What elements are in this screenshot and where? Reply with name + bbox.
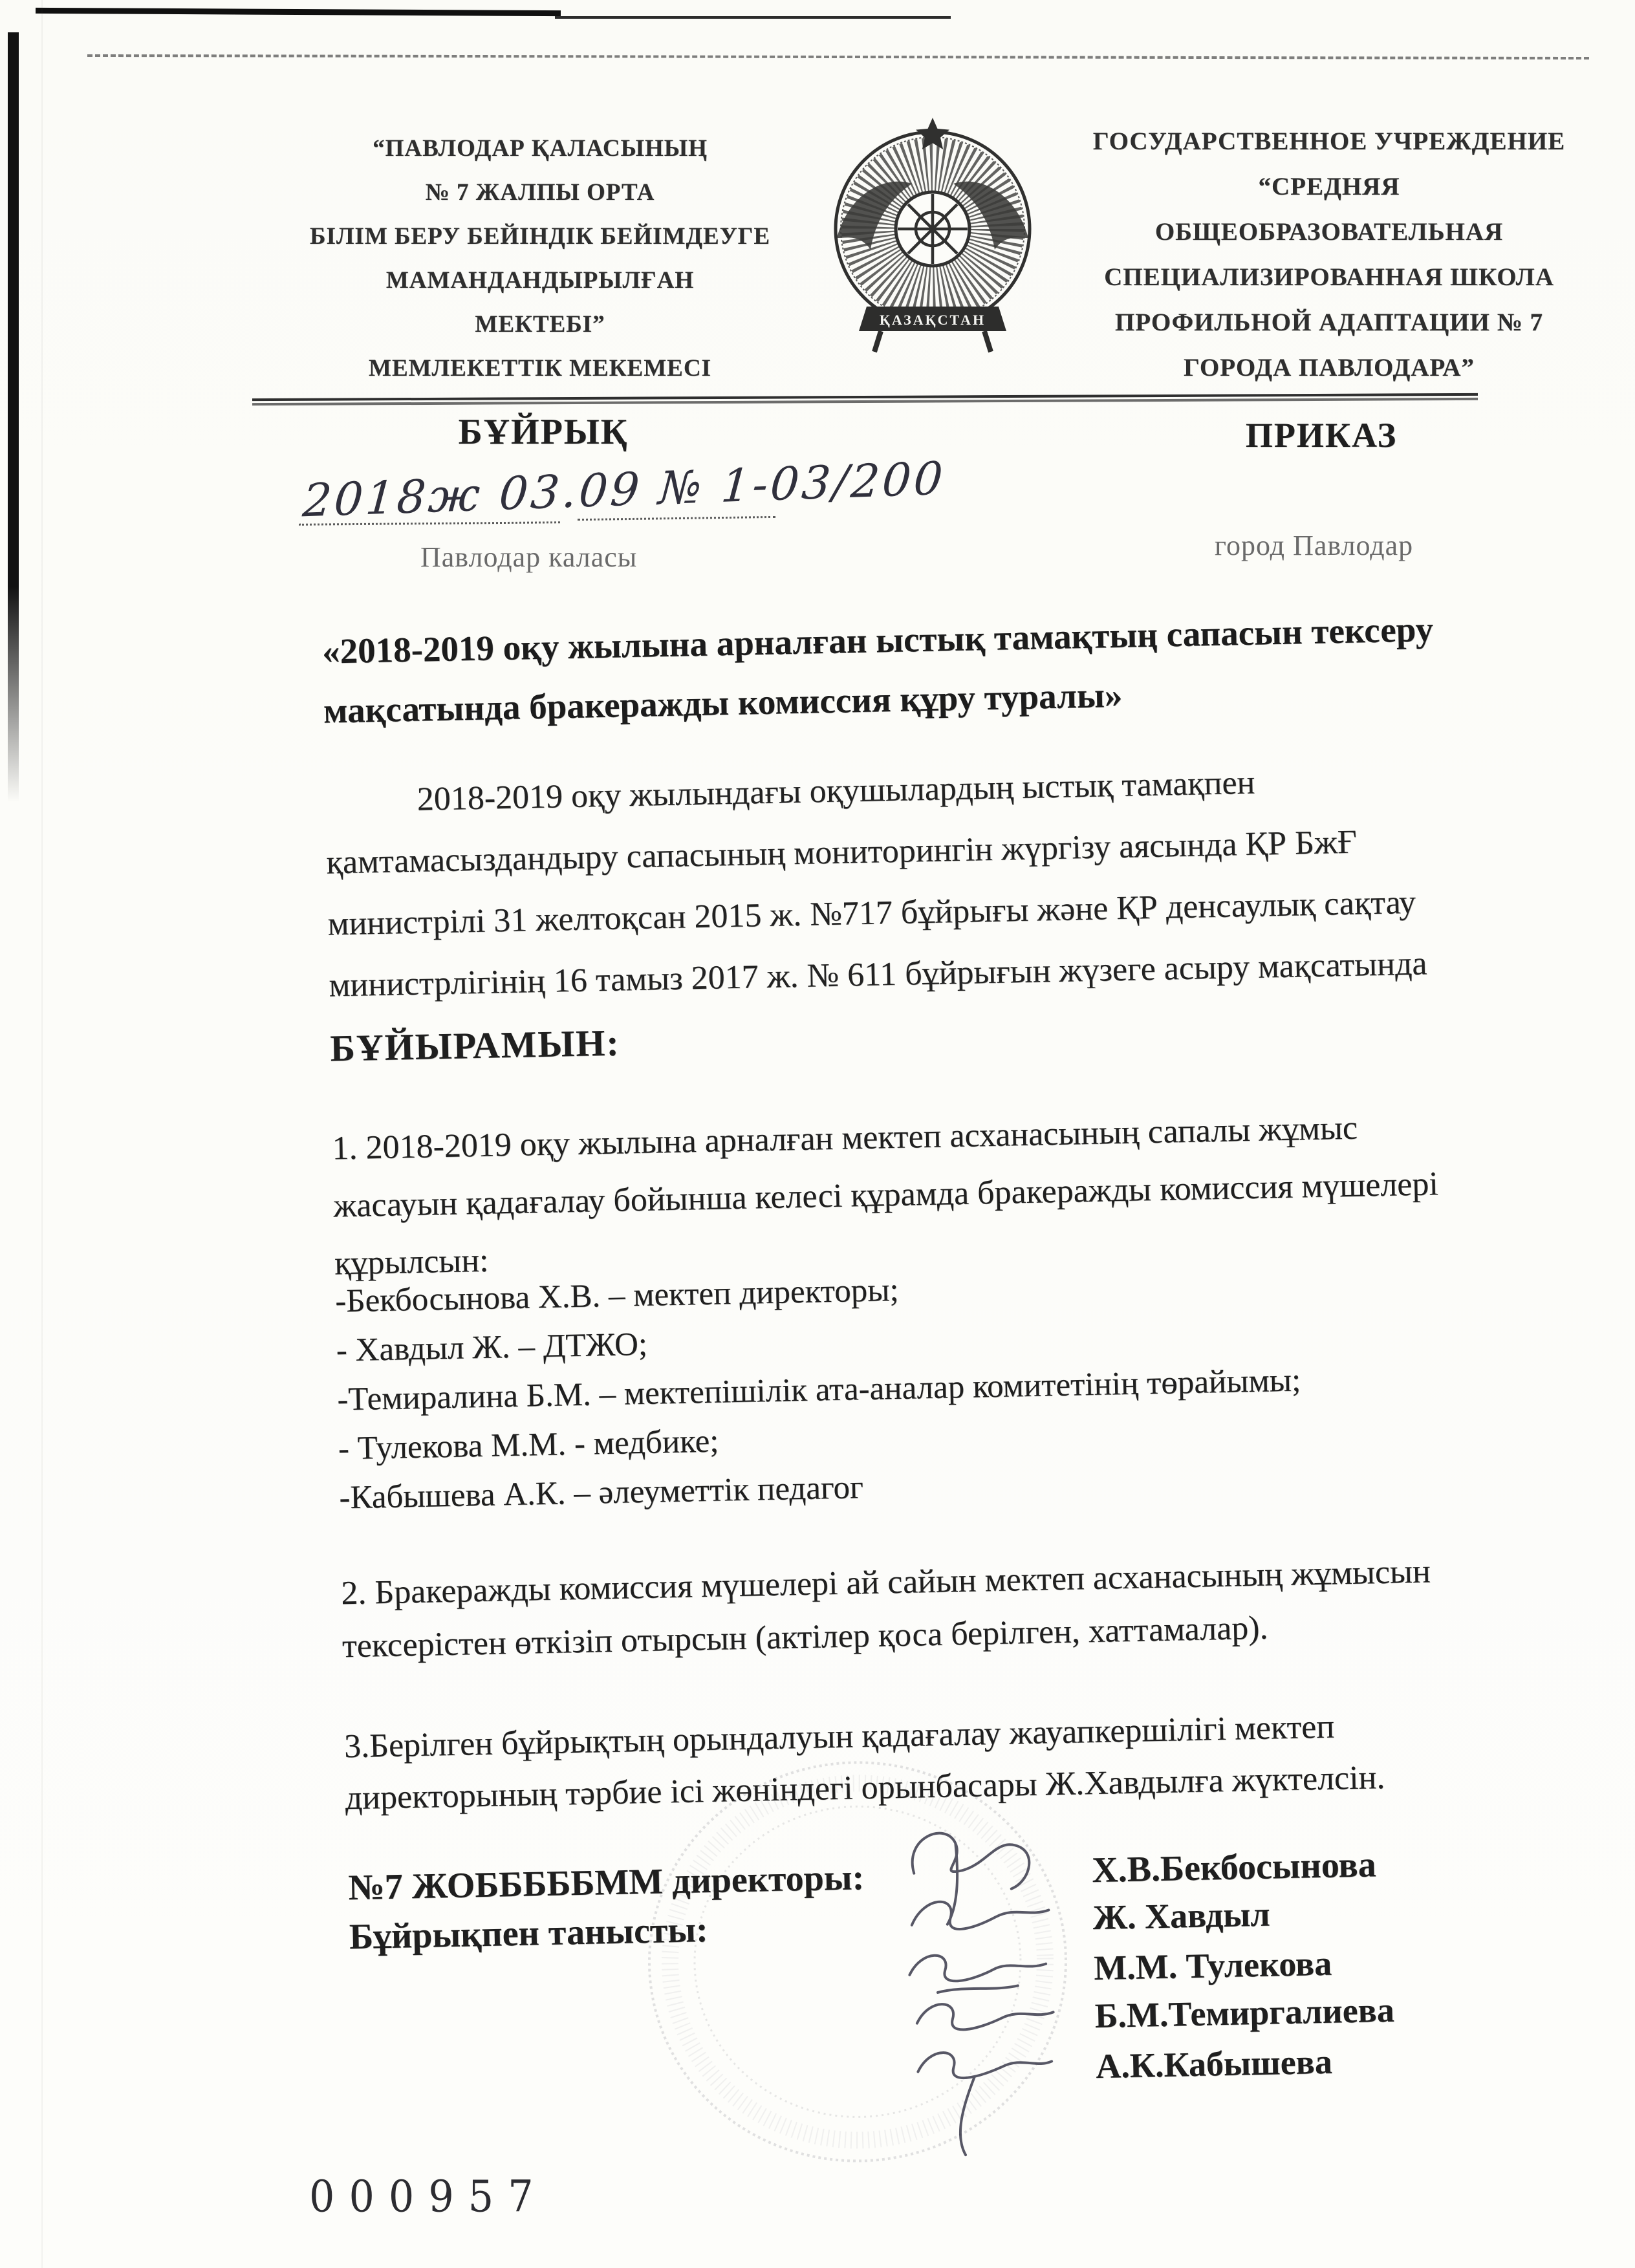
acknowledged-label: Бұйрықпен танысты:	[349, 1910, 709, 1958]
text-line: жасауын қадағалау бойынша келесі құрамда бракеражды комиссия мүшелері	[332, 1165, 1439, 1225]
resolution-word: БҰЙЫРАМЫН:	[329, 1021, 621, 1070]
text-line: тексерістен өткізіп отырсын (актілер қоса берілген, хаттамалар).	[341, 1609, 1269, 1665]
commission-member-line: - Хавдыл Ж. – ДТЖО;	[336, 1326, 648, 1369]
org-line: “СРЕДНЯЯ	[1258, 173, 1400, 200]
ack-name: А.К.Кабышева	[1095, 2042, 1333, 2086]
ack-name: Ж. Хавдыл	[1092, 1894, 1271, 1938]
commission-member-list	[335, 1258, 1303, 1523]
text-line: 3.Берілген бұйрықтың орындалуын қадағалау жауапкершілігі мектеп	[343, 1708, 1335, 1766]
signature-scribble	[911, 1899, 1049, 1930]
text-line: құрылсын:	[334, 1242, 490, 1282]
org-line: МАМАНДАНДЫРЫЛҒАН	[385, 267, 695, 294]
commission-member-line: -Бекбосынова Х.В. – мектеп директоры;	[334, 1271, 900, 1320]
place-russian: город Павлодар	[1215, 530, 1414, 561]
text-line: 1. 2018-2019 оқу жылына арналған мектеп асханасының сапалы жұмыс	[332, 1109, 1358, 1167]
org-line: ГОРОДА ПАВЛОДАРА”	[1184, 354, 1475, 382]
org-line: ПРОФИЛЬНОЙ АДАПТАЦИИ № 7	[1114, 308, 1544, 336]
org-line: СПЕЦИАЛИЗИРОВАННАЯ ШКОЛА	[1104, 263, 1554, 291]
place-kazakh: Павлодар каласы	[420, 541, 638, 573]
signature-scribble	[916, 2002, 1054, 2031]
signature-scribble	[909, 1953, 1046, 1993]
text-line: министрілі 31 желтоқсан 2015 ж. №717 бұйрығы және ҚР денсаулық сақтау	[327, 883, 1416, 943]
org-line: МЕКТЕБІ”	[475, 311, 605, 338]
commission-member-line: -Кабышева А.К. – әлеуметтік педагог	[338, 1469, 864, 1517]
commission-member-line: - Тулекова М.М. - медбике;	[338, 1423, 719, 1467]
director-signature-label: №7 ЖОБББББММ директоры:	[347, 1857, 865, 1908]
preamble-paragraph	[325, 749, 1428, 1017]
director-name: Х.В.Бекбосынова	[1091, 1844, 1377, 1891]
order-word-russian: ПРИКАЗ	[1245, 416, 1398, 455]
order-item-2	[341, 1546, 1433, 1674]
text-line: министрлігінің 16 тамыз 2017 ж. № 611 бұйрығын жүзеге асыру мақсатында	[328, 945, 1427, 1004]
commission-member-line: -Темиралина Б.М. – мектепішілік ата-аналар комитетінің төрайымы;	[336, 1362, 1301, 1418]
form-number: 000957	[309, 2171, 548, 2222]
org-line: “ПАВЛОДАР ҚАЛАСЫНЫҢ	[373, 135, 708, 162]
text-line: директорының тәрбие ісі жөніндегі орынбасары Ж.Хавдылға жүктелсін.	[345, 1759, 1385, 1817]
text-line: 2018-2019 оқу жылындағы оқушылардың ыстық тамақпен	[417, 764, 1255, 818]
title-line: «2018-2019 оқу жылына арналған ыстық тамақтың сапасын тексеру	[321, 609, 1434, 671]
handwritten-date-number: 2018ж 03.09 № 1-03/200	[301, 451, 947, 528]
order-word-kazakh: БҰЙРЫҚ	[458, 412, 629, 452]
order-title	[321, 599, 1435, 740]
emblem-banner-text: ҚАЗАҚСТАН	[879, 312, 986, 328]
text-line: 2. Бракеражды комиссия мүшелері ай сайын мектеп асханасының жұмысын	[340, 1553, 1431, 1612]
text-line: қамтамасыздандыру сапасының мониторингін жүргізу аясында ҚР БжҒ	[326, 823, 1358, 881]
org-line: ОБЩЕОБРАЗОВАТЕЛЬНАЯ	[1154, 218, 1504, 246]
signature-scribble	[918, 2051, 1054, 2156]
org-line: БІЛІМ БЕРУ БЕЙІНДІК БЕЙІМДЕУГЕ	[309, 223, 770, 250]
org-line: МЕМЛЕКЕТТІК МЕКЕМЕСІ	[369, 355, 711, 382]
title-line: мақсатында бракеражды комиссия құру туралы»	[323, 675, 1123, 731]
ack-name: М.М. Тулекова	[1093, 1943, 1332, 1988]
org-line: ГОСУДАРСТВЕННОЕ УЧРЕЖДЕНИЕ	[1092, 127, 1566, 155]
ack-name: Б.М.Темиргалиева	[1094, 1990, 1395, 2036]
org-line: № 7 ЖАЛПЫ ОРТА	[425, 179, 655, 206]
signature-scribbles	[858, 1795, 1137, 2175]
